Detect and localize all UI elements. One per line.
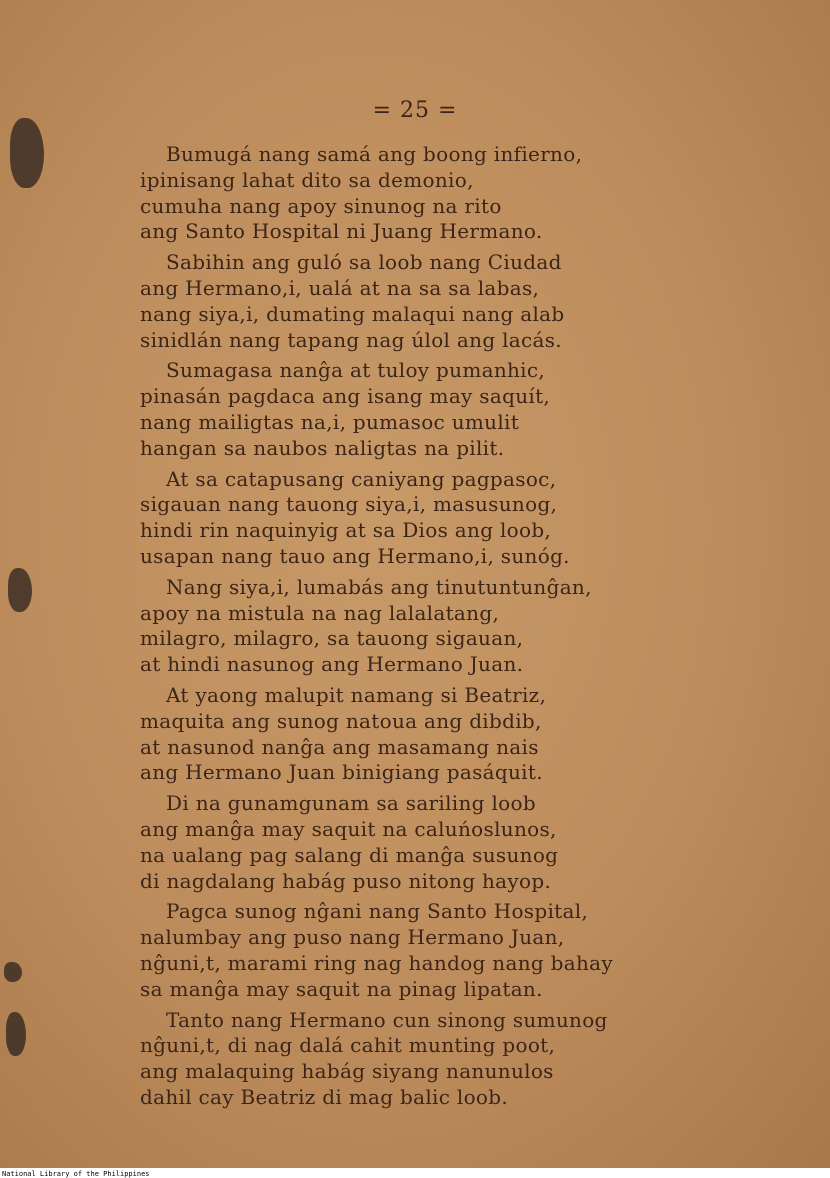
verse-line: maquita ang sunog natoua ang dibdib,	[140, 708, 542, 733]
verse-line: Sabihin ang guló sa loob nang Ciudad	[166, 250, 562, 275]
verse-line: Sumagasa nanĝa at tuloy pumanhic,	[166, 358, 546, 383]
stanza	[140, 791, 700, 894]
verse-line: hindi rin naquinyig at sa Dios ang loob,	[140, 518, 552, 543]
verse-line: milagro, milagro, sa tauong sigauan,	[140, 626, 524, 651]
verse-line: ang malaquing habág siyang nanunulos	[140, 1059, 554, 1084]
stanza	[140, 899, 700, 1002]
verse-line: ang Hermano Juan binigiang pasáquit.	[140, 760, 543, 785]
verse-line: Pagca sunog nĝani nang Santo Hospital,	[166, 899, 589, 924]
poem-body	[140, 142, 700, 1116]
left-edge-stain	[6, 1012, 26, 1056]
verse-line: ang manĝa may saquit na caluńoslunos,	[140, 816, 557, 841]
verse-line: nĝuni,t, di nag dalá cahit munting poot,	[140, 1033, 556, 1058]
verse-line: at hindi nasunog ang Hermano Juan.	[140, 652, 524, 677]
verse-line: usapan nang tauo ang Hermano,i, sunóg.	[140, 543, 570, 568]
library-credit: National Library of the Philippines	[2, 1170, 150, 1178]
verse-line: nang siya,i, dumating malaqui nang alab	[140, 301, 565, 326]
stanza	[140, 683, 700, 786]
left-edge-stain	[8, 568, 32, 612]
verse-line: At sa catapusang caniyang pagpasoc,	[166, 466, 557, 491]
verse-line: ang Hermano,i, ualá at na sa sa labas,	[140, 275, 540, 300]
verse-line: Di na gunamgunam sa sariling loob	[166, 791, 536, 816]
page-number: = 25 =	[372, 98, 458, 123]
verse-line: ipinisang lahat dito sa demonio,	[140, 167, 474, 192]
verse-line: sigauan nang tauong siya,i, masusunog,	[140, 492, 558, 517]
verse-line: ang Santo Hospital ni Juang Hermano.	[140, 219, 543, 244]
verse-line: Tanto nang Hermano cun sinong sumunog	[166, 1007, 608, 1032]
stanza	[140, 142, 700, 245]
stanza	[140, 358, 700, 461]
verse-line: na ualang pag salang di manĝa susunog	[140, 842, 559, 867]
verse-line: sinidlán nang tapang nag úlol ang lacás.	[140, 327, 562, 352]
verse-line: di nagdalang habág puso nitong hayop.	[140, 868, 552, 893]
verse-line: cumuha nang apoy sinunog na rito	[140, 193, 502, 218]
verse-line: nang mailigtas na,i, pumasoc umulit	[140, 409, 520, 434]
stanza	[140, 1008, 700, 1111]
verse-line: sa manĝa may saquit na pinag lipatan.	[140, 976, 543, 1001]
stanza	[140, 575, 700, 678]
verse-line: pinasán pagdaca ang isang may saquít,	[140, 384, 551, 409]
verse-line: nĝuni,t, marami ring nag handog nang bahay	[140, 950, 613, 975]
verse-line: at nasunod nanĝa ang masamang nais	[140, 734, 539, 759]
verse-line: Nang siya,i, lumabás ang tinutuntunĝan,	[166, 574, 592, 599]
verse-line: hangan sa naubos naligtas na pilit.	[140, 435, 505, 460]
left-edge-stain	[10, 118, 44, 188]
verse-line: At yaong malupit namang si Beatriz,	[166, 682, 547, 707]
left-edge-stain	[4, 962, 22, 982]
stanza	[140, 250, 700, 353]
verse-line: apoy na mistula na nag lalalatang,	[140, 600, 500, 625]
verse-line: nalumbay ang puso nang Hermano Juan,	[140, 925, 565, 950]
stanza	[140, 467, 700, 570]
verse-line: Bumugá nang samá ang boong infierno,	[166, 142, 583, 166]
verse-line: dahil cay Beatriz di mag balic loob.	[140, 1084, 509, 1109]
